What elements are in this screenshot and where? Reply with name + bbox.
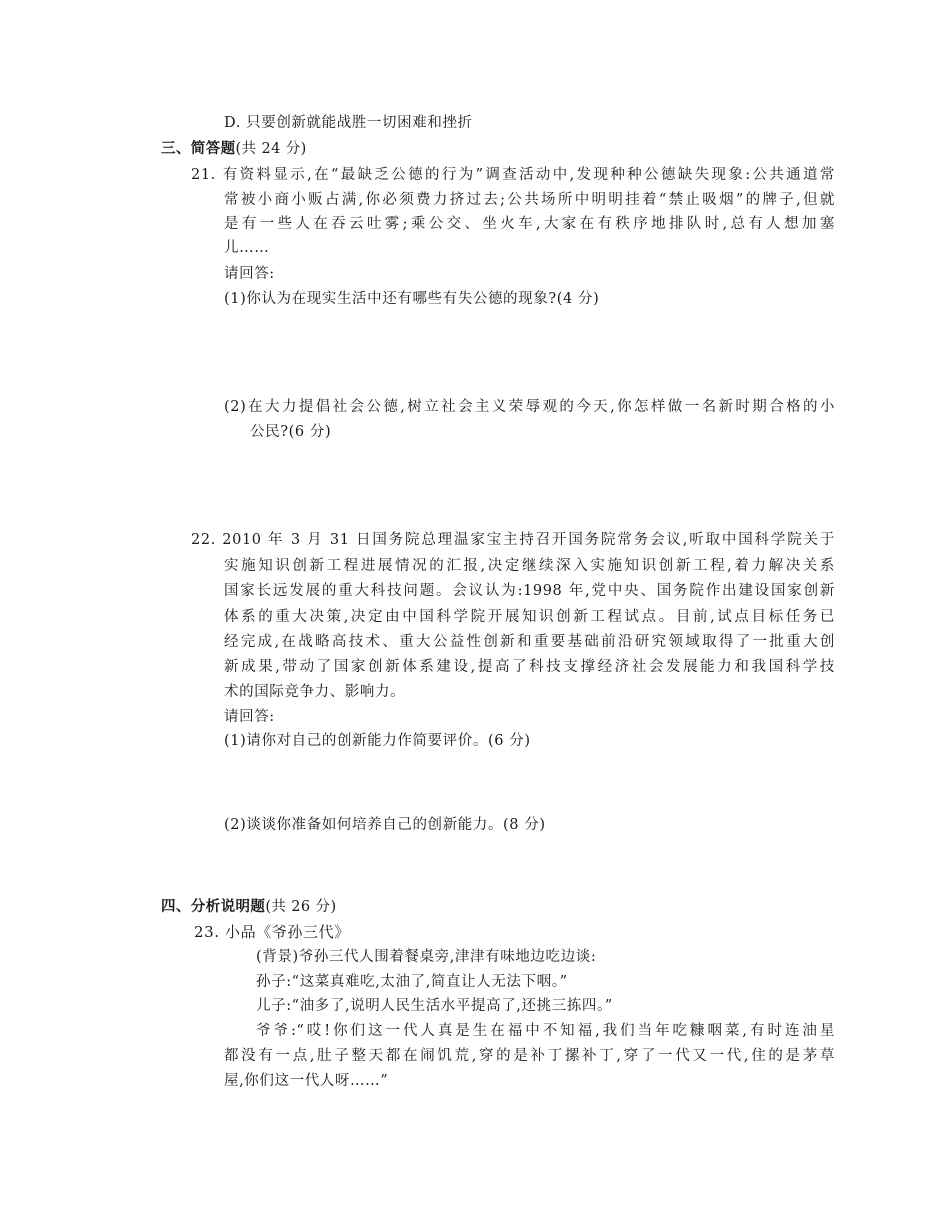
q21-sub1: (1)你认为在现实生活中还有哪些有失公德的现象?(4 分) bbox=[224, 291, 600, 307]
q21-line-2: 常被小商小贩占满,你必须费力挤过去;公共场所中明明挂着“禁止吸烟”的牌子,但就 bbox=[224, 192, 835, 208]
q22-prompt: 请回答: bbox=[224, 709, 275, 725]
q22-line-1: 22. 2010 年 3 月 31 日国务院总理温家宝主持召开国务院常务会议,听取中国科学院关于 bbox=[191, 532, 835, 548]
q23-grandson: 孙子:“这菜真难吃,太油了,简直让人无法下咽。” bbox=[256, 974, 568, 990]
q21-line-4: 儿…… bbox=[224, 240, 270, 256]
section-4-heading bbox=[161, 897, 337, 917]
q23-grandpa-line-1: 爷爷:“哎!你们这一代人真是生在福中不知福,我们当年吃糠咽菜,有时连油星 bbox=[256, 1023, 835, 1039]
q22-line-5: 经完成,在战略高技术、重大公益性创新和重要基础前沿研究领域取得了一批重大创 bbox=[224, 634, 835, 650]
q21-line-3: 是有一些人在吞云吐雾;乘公交、坐火车,大家在有秩序地排队时,总有人想加塞 bbox=[224, 216, 835, 232]
q23-son: 儿子:“油多了,说明人民生活水平提高了,还挑三拣四。” bbox=[256, 998, 613, 1014]
q21-prompt: 请回答: bbox=[224, 266, 275, 282]
q23-title: 23. 小品《爷孙三代》 bbox=[194, 923, 350, 941]
section-3-heading bbox=[161, 139, 307, 159]
q22-line-7: 术的国际竞争力、影响力。 bbox=[224, 684, 406, 700]
q22-sub2: (2)谈谈你准备如何培养自己的创新能力。(8 分) bbox=[224, 817, 546, 833]
q23-grandpa-line-3: 屋,你们这一代人呀……” bbox=[224, 1073, 389, 1089]
q22-line-2: 实施知识创新工程进展情况的汇报,决定继续深入实施知识创新工程,着力解决关系 bbox=[224, 558, 835, 574]
q21-sub2-line-2: 公民?(6 分) bbox=[250, 424, 332, 440]
q22-line-3: 国家长远发展的重大科技问题。会议认为:1998 年,党中央、国务院作出建设国家创新 bbox=[224, 583, 835, 599]
q21-line-1: 21. 有资料显示,在“最缺乏公德的行为”调查活动中,发现种种公德缺失现象:公共通道常 bbox=[191, 167, 835, 183]
q21-sub2-line-1: (2)在大力提倡社会公德,树立社会主义荣辱观的今天,你怎样做一名新时期合格的小 bbox=[224, 399, 835, 415]
section-3-points: (共 24 分) bbox=[235, 141, 307, 157]
q22-sub1: (1)请你对自己的创新能力作简要评价。(6 分) bbox=[224, 733, 531, 749]
q22-line-4: 体系的重大决策,决定由中国科学院开展知识创新工程试点。目前,试点目标任务已 bbox=[224, 609, 835, 625]
q20-option-d: D. 只要创新就能战胜一切困难和挫折 bbox=[224, 115, 473, 131]
q23-background: (背景)爷孙三代人围着餐桌旁,津津有味地边吃边谈: bbox=[256, 949, 597, 965]
section-3-title: 三、简答题 bbox=[161, 141, 236, 157]
q22-line-6: 新成果,带动了国家创新体系建设,提高了科技支撑经济社会发展能力和我国科学技 bbox=[224, 659, 835, 675]
q23-grandpa-line-2: 都没有一点,肚子整天都在闹饥荒,穿的是补丁摞补丁,穿了一代又一代,住的是茅草 bbox=[224, 1048, 835, 1064]
section-4-title: 四、分析说明题 bbox=[161, 899, 266, 915]
section-4-points: (共 26 分) bbox=[265, 899, 337, 915]
